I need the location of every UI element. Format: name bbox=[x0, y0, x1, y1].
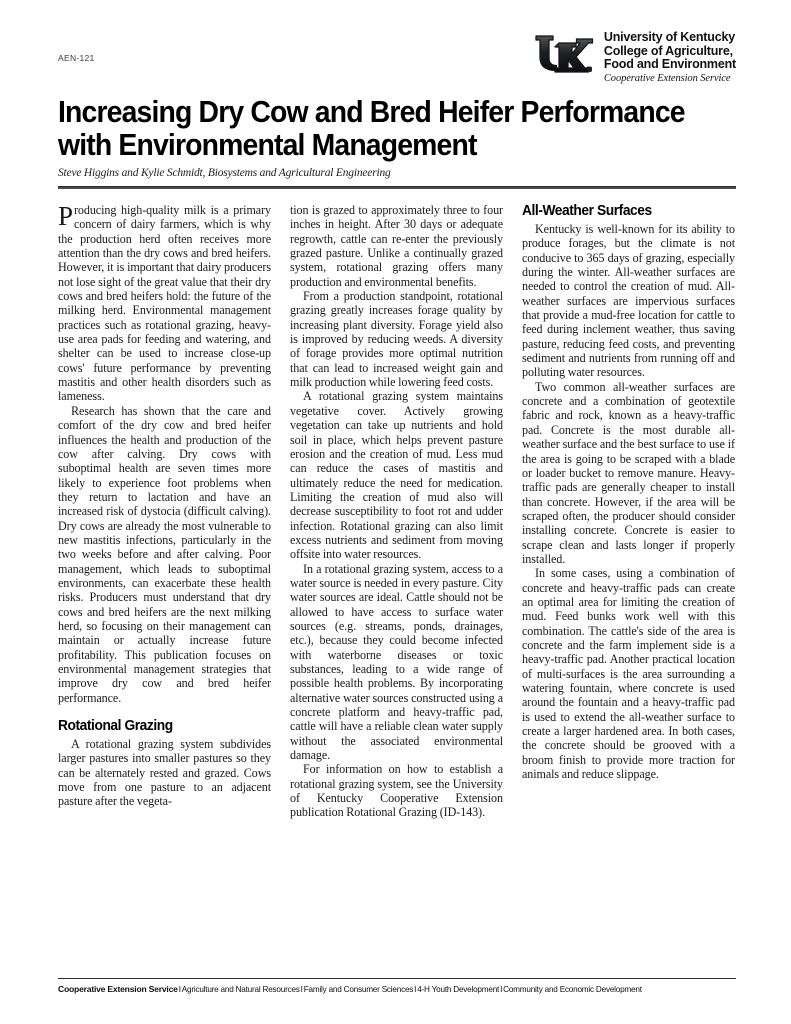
footer-lead: Cooperative Extension Service bbox=[58, 984, 178, 994]
footer-separator: I bbox=[500, 985, 503, 994]
column-1 bbox=[58, 203, 271, 915]
body-paragraph: In some cases, using a combination of concrete and heavy-traffic pads can create an optimal area for limiting the creation of mud. Feed bunks work well with this combination. The cattle's side of the area is concrete and the farm implement side is a heavy-traffic pad. Another practical location of multi-surfaces is the area surrounding a watering fountain, where concrete is used around the fountain and a heavy-traffic pad is used to extend the all-weather surface to create a larger hardened area. In both cases, the concrete should be grooved with a broom finish to provide more traction for animals and reduce slippage. bbox=[522, 566, 735, 782]
title-block bbox=[58, 96, 736, 180]
body-paragraph: In a rotational grazing system, access to a water source is needed in every pasture. City water sources are ideal. Cattle should not be allowed to have access to surface water sources (e.g. streams, ponds, drainages, etc.), because they could become infected with waterborne diseases or toxic substances, leading to a wide range of possible health problems. By incorporating alternative water sources constructed using a concrete platform and heavy-traffic pad, cattle will have a reliable clean water supply without the associated environmental damage. bbox=[290, 561, 503, 763]
footer-item: Family and Consumer Sciences bbox=[303, 985, 414, 994]
footer-item: 4-H Youth Development bbox=[417, 985, 500, 994]
page-header bbox=[58, 30, 736, 92]
uk-wordmark-icon bbox=[533, 32, 595, 76]
uk-brand-block bbox=[533, 30, 736, 85]
body-paragraph: A rotational grazing system maintains vegetative cover. Actively growing vegetation can take up nutrients and hold soil in place, which helps prevent pasture erosion and the creation of mud. Less mud can reduce the cases of mastitis and ultimately reduce the need for medication. Limiting the creation of mud also will decrease susceptibility to foot rot and udder infection. Rotational grazing can also limit excess nutrients and sediment from moving offsite into water resources. bbox=[290, 389, 503, 562]
body-paragraph: Research has shown that the care and comfort of the dry cow and bred heifer influences the health and production of the cow after calving. Dry cows with suboptimal health are seven times more likely to experience foot problems when they return to lactation and have an increased risk of dystocia (difficult calving). Dry cows are already the most vulnerable to new mastitis infections, particularly in the two weeks before and after calving. Poor management, which leads to suboptimal environments, can exacerbate these health risks. Producers must understand that dry cows and bred heifers are the next milking herd, so focusing on their management can maintain or actually increase future profitability. This publication focuses on environmental management strategies that improve dry cow and bred heifer performance. bbox=[58, 403, 271, 705]
body-paragraph: From a production standpoint, rotational grazing greatly increases forage quality by increasing plant diversity. Forage yield also is improved by reducing weeds. A diversity of forage provides more optimal nutrition that can lead to increased weight gain and milk production while lowering feed costs. bbox=[290, 289, 503, 390]
body-paragraph-continued: tion is grazed to approximately three to four inches in height. After 30 days or adequate regrowth, cattle can re-enter the previously grazed pasture. Unlike a continually grazed system, rotational grazing offers many production and environmental benefits. bbox=[290, 203, 503, 289]
footer-divider bbox=[58, 978, 736, 979]
footer-separator: I bbox=[300, 985, 303, 994]
column-3 bbox=[522, 203, 735, 915]
body-paragraph: A rotational grazing system subdivides larger pastures into smaller pastures so they can be alternately rested and grazed. Cows move from one pasture to an adjacent pasture after the vegeta- bbox=[58, 737, 271, 809]
byline: Steve Higgins and Kylie Schmidt, Biosystems and Agricultural Engineering bbox=[58, 167, 391, 179]
section-heading-rotational-grazing: Rotational Grazing bbox=[58, 718, 173, 735]
brand-university: University of Kentucky bbox=[603, 30, 735, 44]
article-columns bbox=[58, 203, 736, 915]
header-divider bbox=[58, 186, 736, 189]
brand-college-1: College of Agriculture, bbox=[603, 43, 733, 58]
page-footer bbox=[58, 984, 748, 995]
footer-item: Agriculture and Natural Resources bbox=[181, 985, 300, 994]
publication-code: AEN-121 bbox=[58, 53, 95, 63]
page-title: Increasing Dry Cow and Bred Heifer Performance with Environmental Management bbox=[58, 95, 685, 162]
body-paragraph: For information on how to establish a rotational grazing system, see the University of Kentucky Cooperative Extension publication Rotational Grazing (ID-143). bbox=[290, 762, 503, 820]
intro-paragraph: Producing high-quality milk is a primary concern of dairy farmers, which is why the production herd often receives more attention than the dry cows and bred heifers. However, it is important that dairy producers not lose sight of the great value that their dry cows and bred heifers hold: the future of the milking herd. Environmental management practices such as rotational grazing, heavy-use area pads for feeding and watering, and shelter can be used to increase close-up cows' future performance by preventing mastitis and other health disorders such as lameness. bbox=[58, 201, 271, 404]
body-paragraph: Two common all-weather surfaces are concrete and a combination of geotextile fabric and rock, known as a heavy-traffic pad. Concrete is the most durable all-weather surface and the best surface to use if the area is going to be scraped with a blade or loader bucket to remove manure. Heavy-traffic pads are generally cheaper to install than concrete. However, if the area will be scraped often, the producer should consider installing concrete. Concrete is easier to scrape clean and lasts longer if properly installed. bbox=[522, 379, 735, 566]
uk-brand-text bbox=[604, 30, 736, 85]
column-2 bbox=[290, 203, 503, 915]
brand-college-2: Food and Environment bbox=[603, 56, 736, 71]
footer-separator: I bbox=[178, 985, 181, 994]
footer-item: Community and Economic Development bbox=[503, 985, 642, 994]
section-heading-all-weather-surfaces: All-Weather Surfaces bbox=[522, 203, 652, 219]
footer-separator: I bbox=[414, 985, 417, 994]
brand-extension-service: Cooperative Extension Service bbox=[603, 72, 731, 84]
body-paragraph: Kentucky is well-known for its ability to produce forages, but the climate is not conducive to 365 days of grazing, especially during the winter. All-weather surfaces are needed to control the creation of mud. All-weather surfaces are impervious surfaces that provide a mud-free location for cattle to feed during inclement weather, thus saving pasture, reducing feed costs, and preventing sediment and nutrients from running off and polluting water resources. bbox=[522, 222, 735, 380]
